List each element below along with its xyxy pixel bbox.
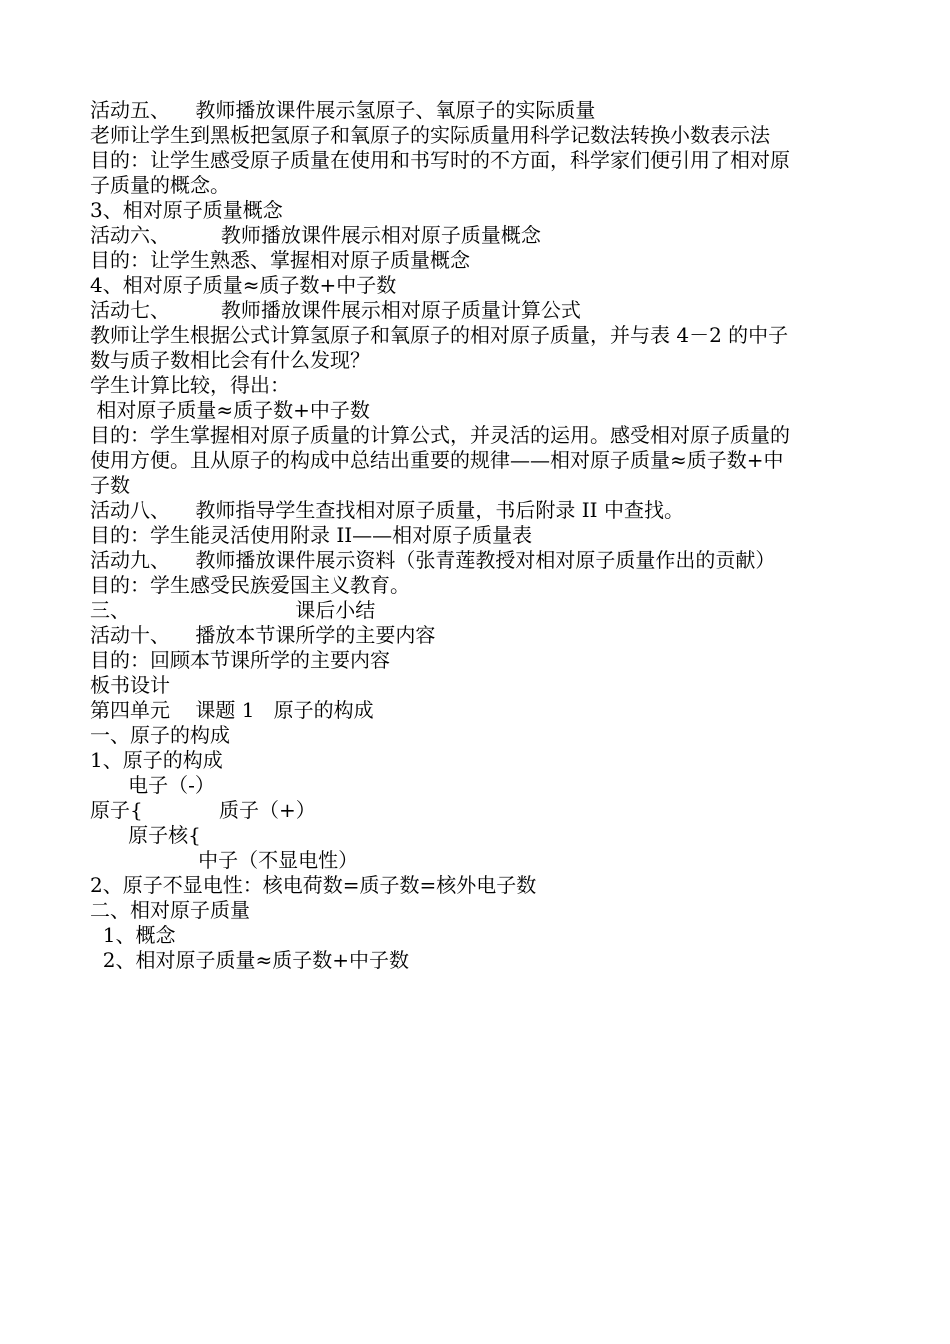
outline-subitem: 1、概念 [90,923,176,947]
activity-9-heading: 活动九、 教师播放课件展示资料（张青莲教授对相对原子质量作出的贡献） [90,548,776,572]
section-heading: 4、相对原子质量≈质子数+中子数 [90,273,397,297]
paragraph-line: 子质量的概念。 [90,173,230,197]
paragraph-line: 数与质子数相比会有什么发现？ [90,348,370,372]
purpose-line: 目的：学生能灵活使用附录 II——相对原子质量表 [90,523,533,547]
purpose-line: 目的：学生感受民族爱国主义教育。 [90,573,410,597]
section-heading: 3、相对原子质量概念 [90,198,283,222]
outline-item: 二、相对原子质量 [90,898,250,922]
outline-subitem: 2、相对原子质量≈质子数+中子数 [90,948,409,972]
purpose-line: 目的：让学生感受原子质量在使用和书写时的不方面，科学家们便引用了相对原 [90,148,790,172]
purpose-line: 目的：学生掌握相对原子质量的计算公式，并灵活的运用。感受相对原子质量的 [90,423,790,447]
activity-6-heading: 活动六、 教师播放课件展示相对原子质量概念 [90,223,541,247]
document-body [90,98,870,973]
paragraph-line: 老师让学生到黑板把氢原子和氧原子的实际质量用科学记数法转换小数表示法 [90,123,770,147]
paragraph-line: 子数 [90,473,130,497]
structure-nucleus: 原子核{ [90,823,201,847]
activity-10-heading: 活动十、 播放本节课所学的主要内容 [90,623,436,647]
purpose-line: 目的：回顾本节课所学的主要内容 [90,648,390,672]
activity-8-heading: 活动八、 教师指导学生查找相对原子质量，书后附录 II 中查找。 [90,498,684,522]
paragraph-line: 使用方便。且从原子的构成中总结出重要的规律——相对原子质量≈质子数+中 [90,448,784,472]
unit-title: 第四单元 课题 1 原子的构成 [90,698,374,722]
purpose-line: 目的：让学生熟悉、掌握相对原子质量概念 [90,248,470,272]
activity-5-heading: 活动五、 教师播放课件展示氢原子、氧原子的实际质量 [90,98,596,122]
structure-atom-proton: 原子{ 质子（+） [90,798,316,822]
outline-item: 1、原子的构成 [90,748,223,772]
structure-neutron: 中子（不显电性） [90,848,359,872]
paragraph-line: 学生计算比较，得出： [90,373,290,397]
paragraph-line: 教师让学生根据公式计算氢原子和氧原子的相对原子质量，并与表 4－2 的中子 [90,323,789,347]
outline-item: 一、原子的构成 [90,723,230,747]
formula-line: 相对原子质量≈质子数+中子数 [90,398,370,422]
board-design-heading: 板书设计 [90,673,170,697]
section-heading-summary: 三、 课后小结 [90,598,376,622]
structure-electron: 电子（-） [90,773,215,797]
outline-item: 2、原子不显电性：核电荷数=质子数=核外电子数 [90,873,537,897]
activity-7-heading: 活动七、 教师播放课件展示相对原子质量计算公式 [90,298,581,322]
